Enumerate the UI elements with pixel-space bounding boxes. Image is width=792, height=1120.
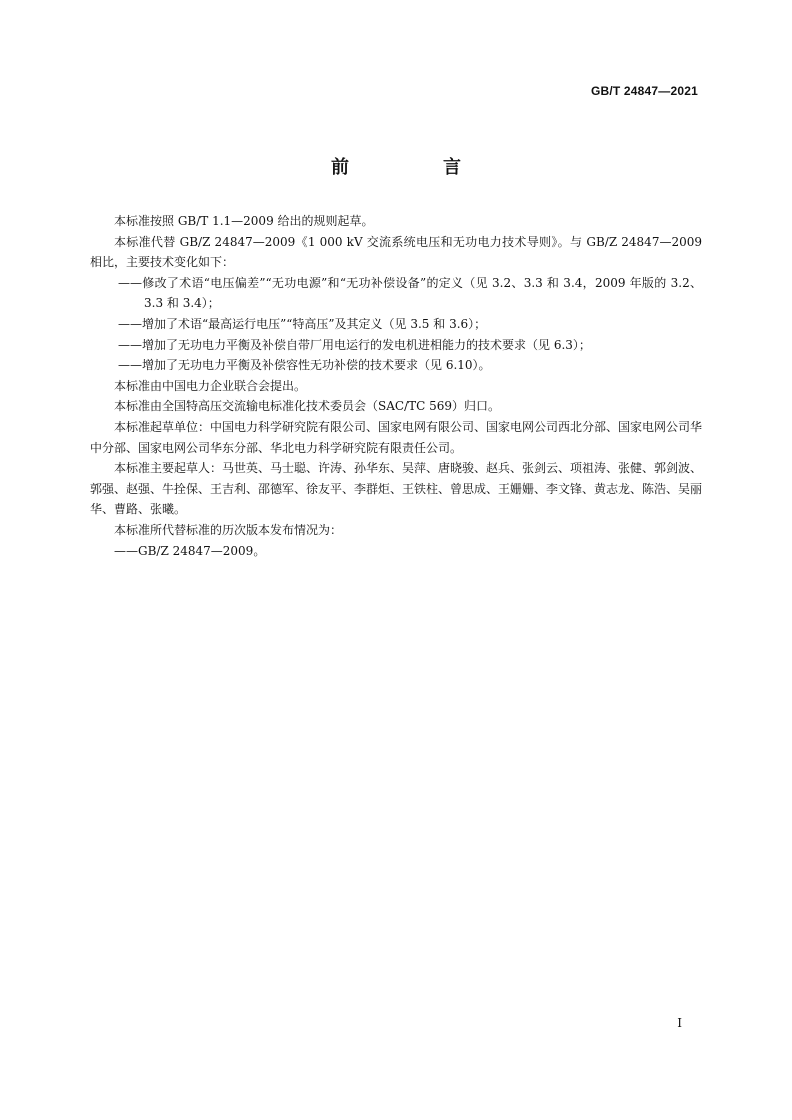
change-item-4: ——增加了无功电力平衡及补偿容性无功补偿的技术要求（见 6.10）。 bbox=[118, 358, 491, 373]
page-title: 前 言 bbox=[331, 157, 499, 178]
change-item-2: ——增加了术语“最高运行电压”“特高压”及其定义（见 3.5 和 3.6）； bbox=[118, 316, 487, 331]
version-history-paragraph: 本标准所代替标准的历次版本发布情况为： bbox=[114, 522, 343, 537]
change-item-1: ——修改了术语“电压偏差”“无功电源”和“无功补偿设备”的定义（见 3.2、3.3 和 3.4，2009 年版的 3.2、3.3 和 3.4）； bbox=[118, 275, 702, 311]
change-item-3: ——增加了无功电力平衡及补偿自带厂用电运行的发电机进相能力的技术要求（见 6.3）； bbox=[118, 337, 591, 352]
standard-code: GB/T 24847—2021 bbox=[590, 84, 698, 98]
proposed-by-paragraph: 本标准由中国电力企业联合会提出。 bbox=[114, 378, 307, 393]
foreword-body bbox=[90, 211, 702, 561]
version-history-item: ——GB/Z 24847—2009。 bbox=[114, 543, 266, 558]
administered-by-paragraph: 本标准由全国特高压交流输电标准化技术委员会（SAC/TC 569）归口。 bbox=[114, 399, 501, 414]
drafting-organizations-paragraph: 本标准起草单位：中国电力科学研究院有限公司、国家电网有限公司、国家电网公司西北分部、国家电网公司华中分部、国家电网公司华东分部、华北电力科学研究院有限责任公司。 bbox=[90, 419, 703, 455]
drafters-paragraph: 本标准主要起草人：马世英、马士聪、许涛、孙华东、吴萍、唐晓骏、赵兵、张剑云、项祖涛、张健、郭剑波、郭强、赵强、牛拴保、王吉利、邵德军、徐友平、李群炬、王铁柱、曾思成、王姗姗、李文锋、黄志龙、陈浩、吴丽华、曹路、张曦。 bbox=[90, 461, 703, 517]
page-number: I bbox=[677, 1016, 682, 1030]
replacement-paragraph: 本标准代替 GB/Z 24847—2009《1 000 kV 交流系统电压和无功电力技术导则》。与 GB/Z 24847—2009 相比，主要技术变化如下： bbox=[90, 234, 702, 270]
drafting-rules-paragraph: 本标准按照 GB/T 1.1—2009 给出的规则起草。 bbox=[114, 214, 374, 228]
